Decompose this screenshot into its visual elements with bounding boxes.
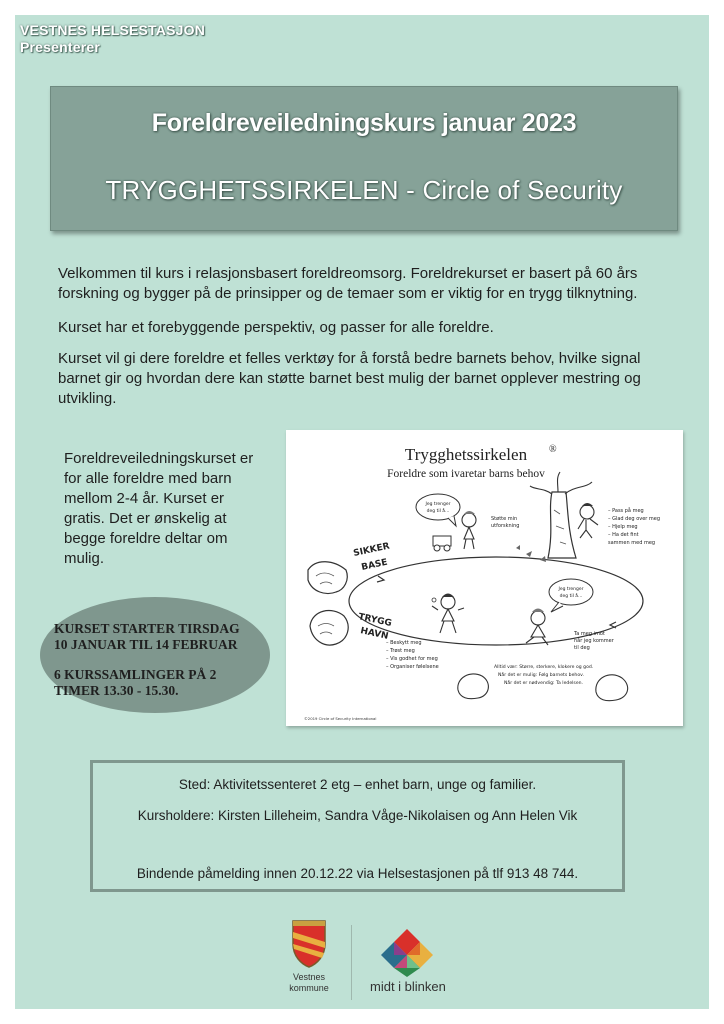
- intro-paragraph-3: Kurset vil gi dere foreldre et felles verktøy for å forstå bedre barnets behov, hvilke signal barnet gir og hvordan dere kan støtte barnet best mulig der barnet opplever mestring og utvikling.: [58, 350, 641, 407]
- presents-label: Presenterer: [20, 39, 101, 55]
- tree-icon: [548, 492, 576, 558]
- child-climbing-icon: [580, 505, 594, 519]
- bottom-left-hand-icon: [458, 674, 489, 699]
- speech-bubble-top: [416, 494, 460, 520]
- schedule-line-4: TIMER 13.30 - 15.30.: [54, 683, 179, 698]
- figure-copyright: ©2019 Circle of Security International: [304, 716, 377, 721]
- course-location: Sted: Aktivitetssenteret 2 etg – enhet barn, unge og familier.: [178, 777, 537, 792]
- child-running-icon: [531, 611, 545, 625]
- course-instructors: Kursholdere: Kirsten Lilleheim, Sandra Våge-Nikolaisen og Ann Helen Vik: [137, 808, 578, 823]
- toy-icon: [433, 536, 451, 546]
- schedule-oval: [40, 597, 270, 713]
- child-exploring-icon: [462, 513, 476, 527]
- bubble-top-line-2: deg til å...: [426, 509, 450, 514]
- left-list-3: – Vis godhet for meg: [386, 656, 438, 662]
- right-list-5: sammen med meg: [608, 540, 656, 546]
- title-banner: [50, 86, 678, 231]
- bubble-mid-line-2: deg til å...: [559, 594, 583, 599]
- circle-diagram: [286, 430, 683, 726]
- circle-arrow-top: [377, 576, 384, 582]
- diamond-mosaic-icon: [372, 925, 442, 977]
- left-list-2: – Trøst meg: [386, 648, 415, 654]
- intro-paragraph-1: Velkommen til kurs i relasjonsbasert foreldreomsorg. Foreldrekurset er basert på 60 års forskning og bygger på de prinsipper og de temaer som er viktig for en trygg tilknytning.: [58, 265, 638, 302]
- left-list-1: – Beskytt meg: [386, 640, 422, 646]
- bubble-mid-line-1: Jeg trenger: [558, 587, 584, 592]
- support-label-line-1: Støtte min: [491, 516, 518, 522]
- registered-mark: ®: [549, 444, 557, 455]
- support-label-line-2: utforskning: [491, 523, 520, 529]
- speech-bubble-middle: [549, 579, 593, 605]
- right-list-2: – Glad deg over meg: [608, 516, 661, 522]
- safe-haven-line-2: HAVN: [359, 626, 390, 642]
- intro-paragraph-2: Kurset har et forebyggende perspektiv, og passer for alle foreldre.: [58, 319, 494, 336]
- safe-haven-line-1: TRYGG: [357, 612, 393, 629]
- secure-base-line-2: BASE: [360, 557, 389, 573]
- bottom-right-hand-icon: [596, 675, 628, 701]
- organizer-name: VESTNES HELSESTASJON: [20, 22, 206, 38]
- vestnes-kommune: kommune: [289, 983, 329, 993]
- registration-info: Bindende påmelding innen 20.12.22 via Helsestasjonen på tlf 913 48 744.: [136, 866, 579, 881]
- circle-of-security-figure: [286, 430, 683, 726]
- always-line-2: Når det er mulig: Følg barnets behov.: [498, 673, 584, 678]
- left-list-4: – Organiser følelsene: [386, 664, 439, 670]
- secure-base-line-1: SIKKER: [352, 541, 391, 559]
- vestnes-shield-icon: [282, 918, 336, 970]
- welcome-line-2: når jeg kommer: [574, 638, 614, 644]
- bubble-top-line-1: Jeg trenger: [425, 502, 451, 507]
- vestnes-kommune-logo: [282, 918, 336, 1006]
- vestnes-name: Vestnes: [292, 972, 326, 982]
- schedule-line-2: 10 JANUAR TIL 14 FEBRUAR: [54, 637, 238, 652]
- schedule-line-3: 6 KURSSAMLINGER PÅ 2: [54, 667, 217, 682]
- right-list-4: – Ha det fint: [608, 532, 639, 538]
- right-list-1: – Pass på meg: [608, 508, 644, 514]
- midt-i-blinken-text: midt i blinken: [370, 979, 446, 994]
- logo-divider: [351, 925, 352, 1000]
- organizer-heading: [20, 22, 205, 56]
- always-line-3: Når det er nødvendig: Ta ledelsen.: [504, 681, 584, 686]
- circle-arrow-bottom: [610, 622, 616, 628]
- target-group-text: Foreldreveiledningskurset er for alle foreldre med barn mellom 2-4 år. Kurset er gratis. Det er ønskelig at begge foreldre deltar om mulig.: [64, 450, 254, 567]
- course-subtitle: TRYGGHETSSIRKELEN - Circle of Security: [105, 175, 623, 205]
- lower-hand-icon: [310, 611, 348, 645]
- course-title: Foreldreveiledningskurs januar 2023: [151, 109, 577, 137]
- right-list-3: – Hjelp meg: [608, 524, 638, 530]
- always-line-1: Alltid vær: Større, sterkere, klokere og god.: [494, 665, 594, 670]
- figure-title: Trygghetssirkelen: [404, 445, 528, 464]
- schedule-line-1: KURSET STARTER TIRSDAG: [54, 621, 240, 636]
- child-returning-icon: [441, 595, 455, 609]
- welcome-line-3: til deg: [574, 645, 590, 651]
- figure-subtitle: Foreldre som ivaretar barns behov: [387, 468, 545, 480]
- welcome-line-1: Ta meg imot: [574, 631, 605, 637]
- info-box: [90, 760, 625, 892]
- upper-hand-icon: [308, 562, 347, 594]
